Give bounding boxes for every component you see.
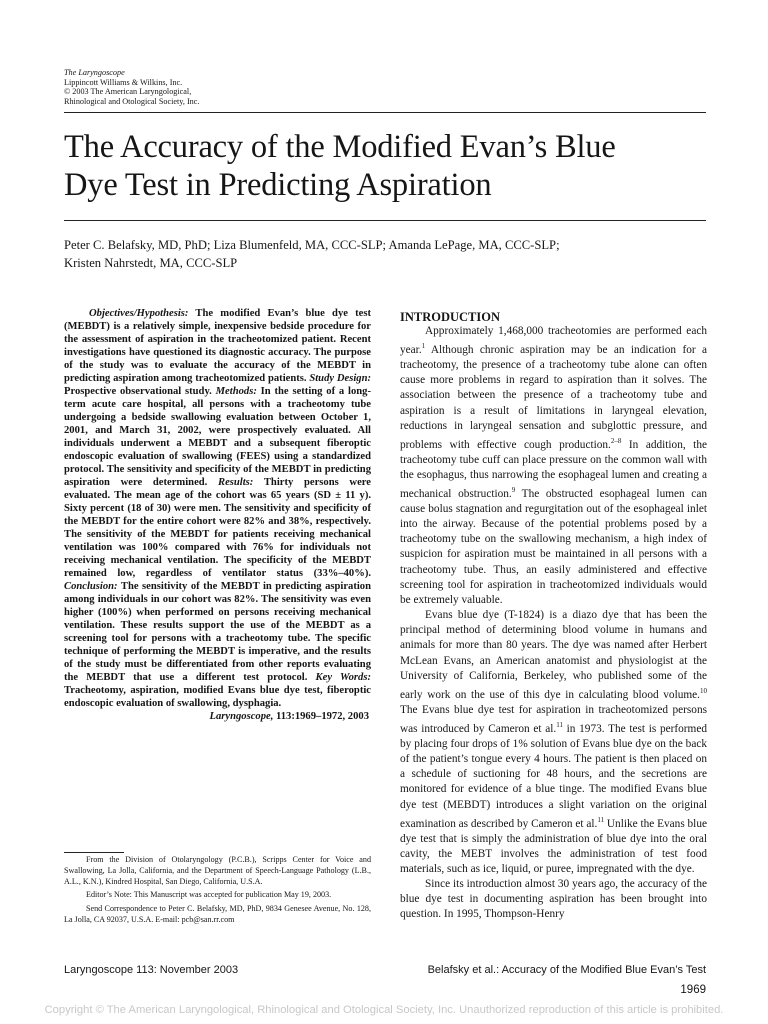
article-title bbox=[64, 128, 724, 204]
text-run: Unlike the Evans blue dye test that is simply the administration of blue dye into the oral cavity, the MEBT involves the administration of test food materials, such as ice, liquid, or puree, impregnated with the dye. bbox=[400, 817, 707, 875]
footnote-affiliation: From the Division of Otolaryngology (P.C.B.), Scripps Center for Voice and Swallowing, La Jolla, California, and the Department of Speech-Language Pathology (L.B., A.L., K.N.), Kindred Hospital, San Diego, California, U.S.A. bbox=[64, 855, 371, 886]
text-run: in 1973. The test is performed by placing four drops of 1% solution of Evans blue dye on the back of the patient’s tongue every 4 hours. The patient is then placed on a schedule of suctioning for 48 hours, and the secretions are monitored for evidence of a blue tinge. The modified Evans blue dye test (MEBDT) introduces a slight variation on the original examination as described by Cameron et al. bbox=[400, 722, 707, 830]
abstract bbox=[64, 307, 371, 710]
header-divider bbox=[64, 112, 706, 113]
methods-text: In the setting of a long-term acute care hospital, all persons with a tracheotomy tube undergoing a bedside swallowing evaluation between October 1, 2001, and March 31, 2002, were prospectively evaluated. All individuals underwent a MEBDT and a subsequent fiberoptic endoscopic evaluation of swallowing (FEES) using a standardized protocol. The sensitivity and specificity of the MEBDT in predicting aspiration were determined. bbox=[64, 386, 371, 488]
reference-marker: 2–8 bbox=[610, 436, 622, 445]
author-list bbox=[64, 236, 560, 272]
reference-marker: 1 bbox=[421, 342, 426, 351]
introduction-column bbox=[400, 310, 707, 923]
reference-marker: 9 bbox=[511, 486, 516, 495]
design-label: Study Design: bbox=[309, 373, 371, 384]
footnotes bbox=[64, 855, 371, 929]
footnote-editors-note: Editor’s Note: This Manuscript was accepted for publication May 19, 2003. bbox=[86, 890, 332, 900]
title-line: Dye Test in Predicting Aspiration bbox=[64, 167, 492, 203]
journal-name: The Laryngoscope bbox=[64, 68, 125, 77]
design-text: Prospective observational study. bbox=[64, 386, 216, 397]
text-run: Approximately 1,468,000 tracheotomies are performed each year. bbox=[400, 325, 707, 356]
citation-ref: 113:1969–1972, 2003 bbox=[273, 711, 369, 722]
keywords-label: Key Words: bbox=[315, 672, 371, 683]
text-run: Evans blue dye (T-1824) is a diazo dye that has been the principal method of determining blood volume in humans and animals for more than 80 years. The dye was named after Herbert McLean Evans, an American anatomist and physiologist at the University of California, Berkeley, who published some of the early work on the use of this dye in calculating blood volume. bbox=[400, 609, 707, 701]
publication-info bbox=[64, 68, 199, 106]
text-run: The Evans blue dye test for aspiration in tracheotomized persons was introduced by Cameron et al. bbox=[400, 703, 707, 735]
footnote-correspondence: Send Correspondence to Peter C. Belafsky, MD, PhD, 9834 Genesee Avenue, No. 128, La Jolla, CA 92037, U.S.A. E-mail: pcb@san.rr.com bbox=[64, 904, 371, 924]
footnote-divider bbox=[64, 852, 124, 853]
section-heading: INTRODUCTION bbox=[400, 310, 501, 324]
title-divider bbox=[64, 220, 706, 221]
abstract-citation bbox=[64, 710, 371, 723]
copyright-line: Rhinological and Otological Society, Inc. bbox=[64, 96, 200, 106]
conclusion-text: The sensitivity of the MEBDT in predicting aspiration among individuals in our cohort was 82%. The sensitivity was even higher (100%) when performed on persons receiving mechanical ventilation. These results support the use of the MEBDT as a screening tool for persons with a tracheotomy tube. The specific technique of performing the MEBDT is imperative, and the results of the study must be differentiated from other reports evaluating the MEBDT that use a different test protocol. bbox=[64, 581, 371, 683]
results-label: Results: bbox=[218, 477, 254, 488]
title-line: The Accuracy of the Modified Evan’s Blue bbox=[64, 129, 616, 165]
conclusion-label: Conclusion: bbox=[64, 581, 118, 592]
author-line: Peter C. Belafsky, MD, PhD; Liza Blumenfeld, MA, CCC-SLP; Amanda LePage, MA, CCC-SLP; bbox=[64, 238, 560, 252]
footer-running-title: Belafsky et al.: Accuracy of the Modified Blue Evan’s Test bbox=[427, 964, 706, 976]
text-run: Although chronic aspiration may be an indication for a tracheotomy, the presence of a tracheotomy tube alone can often cause more problems in regard to aspiration than it solves. The association between the presence of a tracheotomy tube and aspiration is a result of limitations in laryngeal elevation, reductions in laryngeal sensation and subglottic pressure, and problems with effective cough production. bbox=[400, 343, 707, 451]
results-text: Thirty persons were evaluated. The mean age of the cohort was 65 years (SD ± 11 y). Sixty percent (18 of 30) were men. The sensitivity and specificity of the MEBDT for the entire cohort were 82% and 38%, respectively. The sensitivity of the MEBDT for patients receiving mechanical ventilation was 100% compared with 76% for individuals not receiving mechanical ventilation. The specificity of the MEBDT remained low, regardless of ventilator status (33%–40%). bbox=[64, 477, 371, 579]
citation-journal: Laryngoscope, bbox=[209, 711, 274, 722]
reference-marker: 11 bbox=[597, 815, 605, 824]
text-run: The obstructed esophageal lumen can cause bolus stagnation and regurgitation out of the esophageal inlet into the airway. Because of the potential problems posed by a tracheotomy tube on the swallowing mechanism, a high index of suspicion for aspiration must be maintained in all persons with a tracheotomy tube. Thus, an easily administered and effective screening tool for aspiration in tracheotomized individuals would be extremely valuable. bbox=[400, 487, 707, 606]
paragraph bbox=[400, 608, 707, 877]
reference-marker: 11 bbox=[556, 720, 563, 729]
author-line: Kristen Nahrstedt, MA, CCC-SLP bbox=[64, 256, 238, 270]
copyright-watermark: Copyright © The American Laryngological, Rhinological and Otological Society, Inc. Unauthorized reproduction of this article is prohibited. bbox=[44, 1004, 724, 1016]
objectives-text: The modified Evan’s blue dye test (MEBDT) is a relatively simple, inexpensive bedside procedure for the assessment of aspiration in the tracheotomized patient. Recent investigations have questioned its diagnostic accuracy. The purpose of the study was to evaluate the accuracy of the MEBDT in predicting aspiration among tracheotomized patients. bbox=[64, 308, 371, 384]
page-number: 1969 bbox=[680, 984, 706, 996]
text-run: In addition, the tracheotomy tube cuff can place pressure on the common wall with the esophagus, thus narrowing the esophageal lumen and creating a mechanical obstruction. bbox=[400, 438, 707, 500]
paragraph: Since its introduction almost 30 years ago, the accuracy of the blue dye test in documenting aspiration has been brought into question. In 1995, Thompson-Henry bbox=[400, 878, 707, 921]
objectives-label: Objectives/Hypothesis: bbox=[89, 308, 189, 319]
abstract-column bbox=[64, 307, 371, 723]
methods-label: Methods: bbox=[215, 386, 257, 397]
footer-journal-issue: Laryngoscope 113: November 2003 bbox=[64, 964, 239, 976]
copyright-line: © 2003 The American Laryngological, bbox=[64, 87, 192, 97]
reference-marker: 10 bbox=[700, 686, 707, 695]
paragraph bbox=[400, 324, 707, 608]
publisher: Lippincott Williams & Wilkins, Inc. bbox=[64, 77, 183, 87]
keywords-text: Tracheotomy, aspiration, modified Evans blue dye test, fiberoptic endoscopic evaluation of swallowing, dysphagia. bbox=[64, 685, 371, 709]
